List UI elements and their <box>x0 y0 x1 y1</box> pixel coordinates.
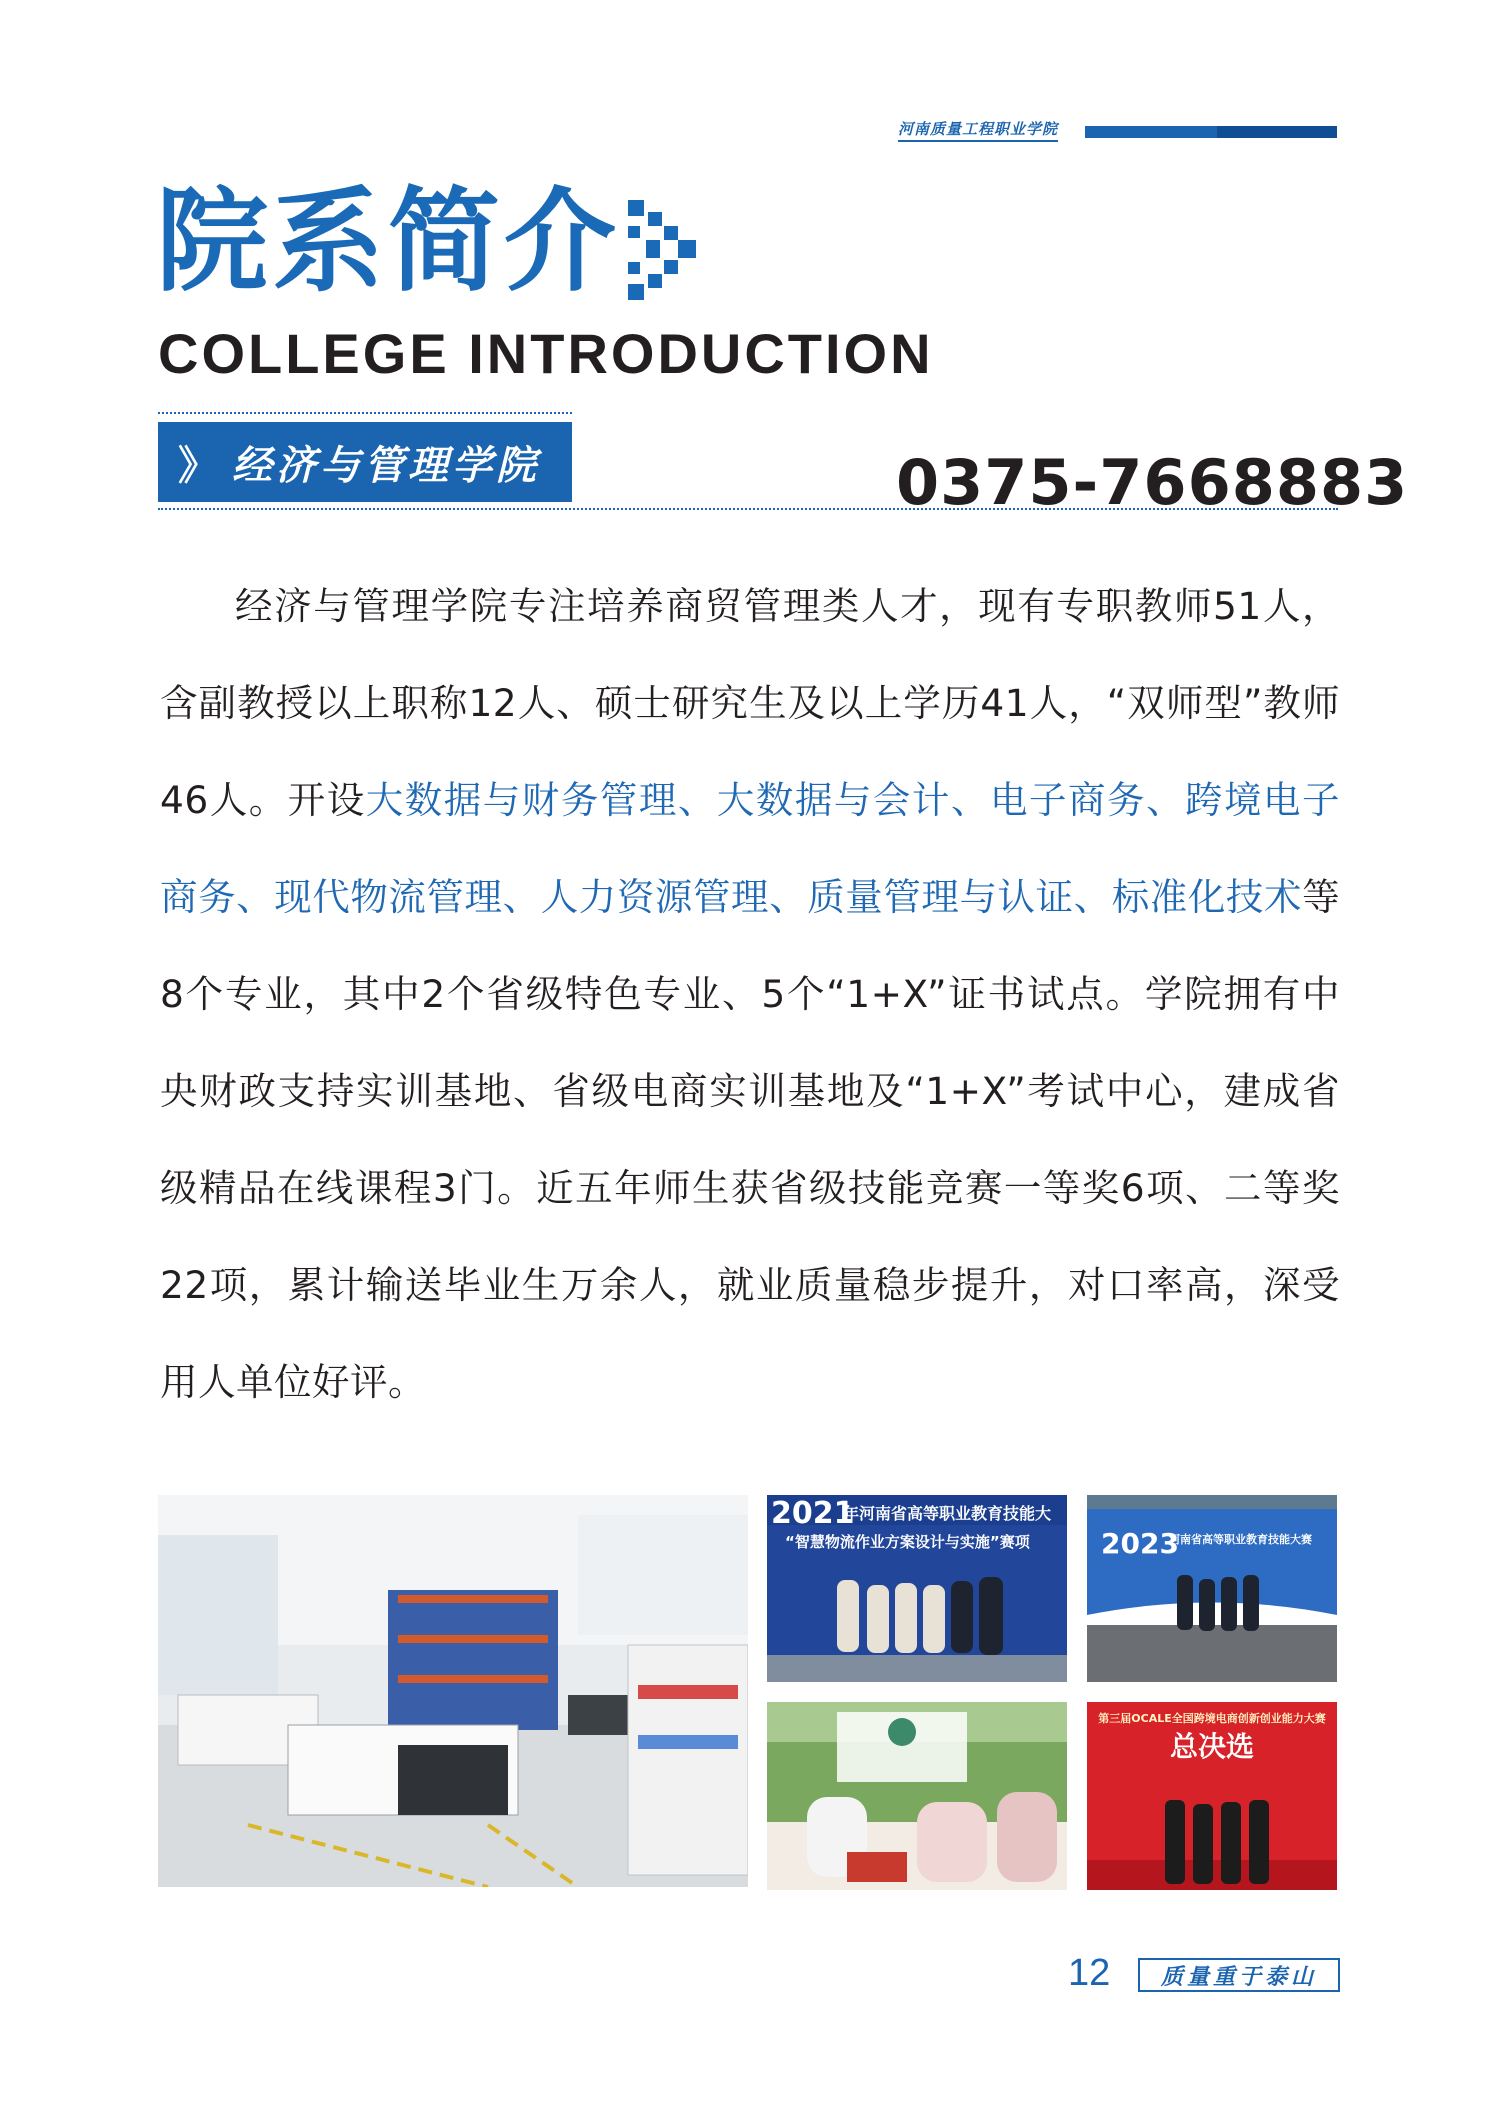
major-item: 电子商务 <box>989 778 1146 822</box>
logistics-lab-photo <box>158 1495 748 1887</box>
major-item: 现代物流管理 <box>274 875 503 919</box>
motto-box: 质量重于泰山 <box>1138 1958 1340 1992</box>
intro-paragraph-part1: 经济与管理学院专注培养商贸管理类人才，现有专职教师51人，含副教授以上职称12人、硕士研究生及以上学历41人，“双师型”教师46人。开设 <box>160 584 1340 822</box>
finals-title: 总决选 <box>1169 1730 1255 1763</box>
school-name: 河南质量工程职业学院 <box>898 118 1058 142</box>
intro-paragraph-part2: 等8个专业，其中2个省级特色专业、5个“1+X”证书试点。学院拥有中央财政支持实训基地、省级电商实训基地及“1+X”考试中心，建成省级精品在线课程3门。近五年师生获省级技能竞赛一等奖6项、二等奖22项，累计输送毕业生万余人，就业质量稳步提升，对口率高，深受用人单位好评。 <box>160 875 1341 1404</box>
major-item: 大数据与财务管理 <box>365 778 678 822</box>
pixel-chevron-icon <box>624 200 704 304</box>
separator: 、 <box>236 875 275 919</box>
divider <box>158 508 1338 510</box>
competition-2023-photo <box>1087 1495 1337 1682</box>
separator: 、 <box>502 875 541 919</box>
finals-photo <box>1087 1702 1337 1890</box>
separator: 、 <box>1073 875 1112 919</box>
major-item: 大数据与会计 <box>716 778 951 822</box>
major-item: 标准化技术 <box>1111 875 1303 919</box>
page-title: 院系简介 <box>156 177 620 307</box>
major-item: 质量管理与认证 <box>807 875 1074 919</box>
major-item: 人力资源管理 <box>540 875 770 919</box>
department-badge <box>158 422 572 502</box>
page-title-english: COLLEGE INTRODUCTION <box>158 322 934 385</box>
competition-title: 年河南省高等职业教育技能大 <box>843 1504 1052 1523</box>
competition-banner: 第三届OCALE全国跨境电商创新创业能力大赛 <box>1098 1712 1326 1725</box>
separator: 、 <box>950 778 990 822</box>
introduction-text <box>160 558 1340 1431</box>
department-name: 经济与管理学院 <box>232 441 540 489</box>
separator: 、 <box>677 778 717 822</box>
header-accent-bar <box>1085 126 1337 138</box>
competition-title: 河南省高等职业教育技能大赛 <box>1169 1533 1312 1546</box>
major-item: 跨境电子商务 <box>160 778 1341 919</box>
outdoor-event-photo <box>767 1702 1067 1890</box>
phone-number: 0375-7668883 <box>896 446 1409 519</box>
double-chevron-icon: 》 <box>178 442 218 489</box>
competition-2021-photo <box>767 1495 1067 1682</box>
competition-year: 2021 <box>771 1496 855 1531</box>
separator: 、 <box>1145 778 1185 822</box>
divider <box>158 412 572 414</box>
page-number: 12 <box>1068 1952 1111 1994</box>
competition-year: 2023 <box>1101 1527 1179 1560</box>
competition-subtitle: “智慧物流作业方案设计与实施”赛项 <box>785 1533 1030 1551</box>
separator: 、 <box>769 875 808 919</box>
